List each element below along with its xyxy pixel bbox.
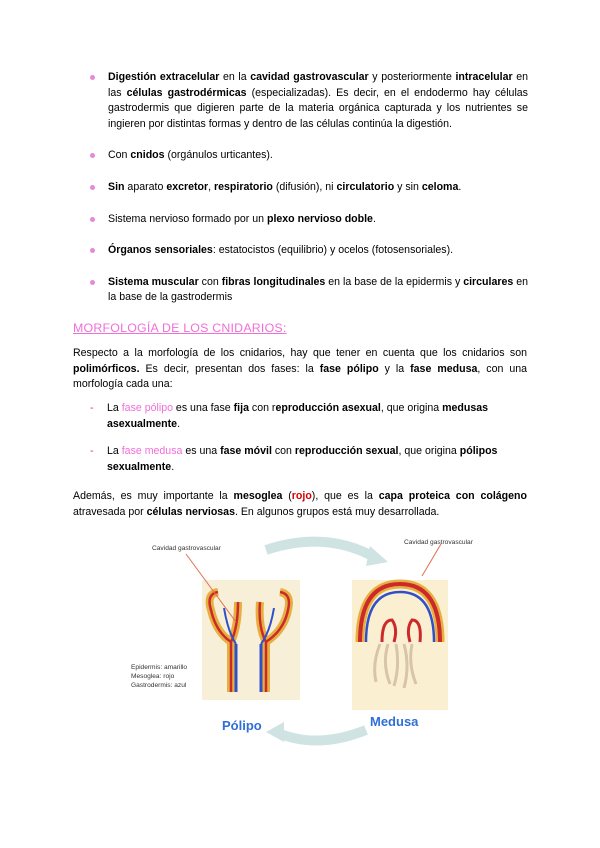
text-run: fase medusa	[410, 362, 478, 375]
polyp-phase-text	[90, 401, 528, 432]
text-run: y sin	[394, 180, 422, 193]
text-run: .	[171, 460, 175, 473]
text-run: Con	[108, 149, 131, 162]
intro-paragraph	[73, 346, 527, 393]
text-run: y la	[378, 362, 411, 375]
text-run: Respecto a la morfología de los cnidarios, hay que tener en cuenta que los cnidarios son	[73, 347, 527, 359]
legend-gastrodermis: Gastrodermis: azul	[131, 682, 187, 689]
text-run: reproducción sexual	[294, 445, 399, 457]
cycle-arrowhead-bottom	[266, 722, 284, 742]
legend-mesoglea: Mesoglea: rojo	[131, 673, 175, 680]
text-run: es una	[182, 445, 221, 457]
text-run: , que origina	[380, 402, 443, 414]
text-run: y posteriormente	[368, 71, 456, 83]
list-item	[88, 70, 528, 132]
text-run: plexo nervioso doble	[266, 212, 373, 225]
text-run: es una fase	[172, 402, 234, 414]
text-run: fase móvil	[220, 445, 272, 457]
text-run: Sin	[108, 180, 125, 193]
text-run: cavidad gastrovascular	[250, 71, 369, 83]
text-run: circulatorio	[336, 180, 395, 193]
legend-epidermis: Epidermis: amarillo	[131, 664, 188, 671]
list-item	[88, 243, 528, 259]
text-run: Órganos sensoriales	[108, 244, 213, 257]
medusa-label: Medusa	[370, 714, 419, 729]
polyp-phase-item	[90, 401, 528, 432]
bullet-icon	[90, 280, 95, 285]
text-run: pólipos sexualmente	[107, 445, 498, 473]
bullet-icon	[90, 153, 95, 158]
mesoglea-paragraph-text	[73, 490, 527, 518]
text-run: .	[372, 212, 376, 225]
text-run: La	[107, 445, 122, 457]
list-item-text	[108, 244, 453, 256]
text-run: en la	[219, 71, 251, 83]
text-run: intracelular	[455, 71, 513, 83]
polyp-label: Pólipo	[222, 718, 262, 733]
medusa-cavity-label: Cavidad gastrovascular	[404, 539, 473, 546]
text-run: medusas asexualmente	[107, 402, 489, 430]
text-run: circulares	[463, 275, 514, 288]
mesoglea-paragraph	[73, 489, 527, 520]
medusa-phase-text	[90, 444, 528, 475]
cnidarian-life-cycle-figure	[126, 532, 486, 752]
list-item	[88, 180, 528, 196]
text-run: atravesada por	[73, 505, 147, 518]
text-run: La	[107, 402, 122, 414]
text-run: Es decir, presentan dos fases: la	[139, 362, 320, 375]
medusa-phase-item	[90, 444, 528, 475]
text-run: ), que es la	[311, 490, 379, 502]
text-run: .	[458, 180, 462, 193]
text-run: fase medusa	[121, 445, 183, 457]
text-run: mesoglea	[233, 490, 283, 502]
text-run: , con una morfología cada una:	[73, 362, 528, 391]
list-item-text	[108, 213, 376, 225]
text-run: fase pólipo	[121, 402, 173, 414]
section-heading: MORFOLOGÍA DE LOS CNIDARIOS:	[73, 321, 287, 335]
cycle-arrow-top	[266, 542, 376, 558]
text-run: Sistema muscular	[108, 275, 199, 288]
intro-paragraph-text	[73, 347, 527, 390]
text-run: capa proteica con colágeno	[378, 490, 527, 502]
polyp-cavity-label: Cavidad gastrovascular	[152, 545, 221, 552]
list-item	[88, 212, 528, 228]
text-run: en la base de la gastrodermis	[108, 275, 529, 304]
text-run: . En algunos grupos está muy desarrollada.	[234, 505, 440, 518]
text-run: Digestión extracelular	[108, 71, 220, 83]
text-run: ,	[208, 180, 215, 193]
bullet-icon	[90, 248, 95, 253]
text-run: (difusión), ni	[272, 180, 337, 193]
text-run: cnidos	[130, 149, 165, 162]
text-run: con	[198, 275, 222, 288]
dash-marker: -	[90, 445, 94, 457]
text-run: rojo	[291, 490, 312, 502]
text-run: eproducción asexual	[275, 402, 381, 414]
text-run: (	[282, 490, 292, 502]
text-run: en la base de la epidermis y	[325, 275, 464, 288]
text-run: excretor	[166, 180, 209, 193]
text-run: células gastrodérmicas	[126, 86, 247, 99]
text-run: (especializadas). Es decir, en el endodermo hay células gastrodermis que digieren parte de la materia orgánica capturada y los nutrientes se ingieren por distintas formas y dentro de las células continúa la digestión.	[108, 86, 528, 130]
text-run: células nerviosas	[146, 505, 235, 518]
text-run: Además, es muy importante la	[73, 490, 234, 502]
text-run: , que origina	[398, 445, 460, 457]
list-item	[88, 275, 528, 306]
text-run: Sistema nervioso formado por un	[108, 212, 267, 225]
list-item	[88, 148, 528, 164]
text-run: (orgánulos urticantes).	[164, 149, 273, 162]
text-run: fibras longitudinales	[221, 275, 326, 288]
bullet-icon	[90, 217, 95, 222]
cycle-arrow-bottom	[276, 730, 366, 741]
text-run: con	[271, 445, 295, 457]
text-run: con r	[248, 402, 276, 414]
list-item-text	[108, 181, 461, 193]
list-item-text	[108, 71, 528, 130]
text-run: fija	[233, 402, 249, 414]
text-run: aparato	[124, 180, 167, 193]
text-run: fase pólipo	[319, 362, 379, 375]
list-item-text	[108, 149, 273, 161]
text-run: en las	[108, 71, 528, 99]
text-run: celoma	[421, 180, 459, 193]
features-list	[88, 70, 528, 306]
list-item-text	[108, 276, 528, 304]
text-run: .	[177, 417, 181, 430]
text-run: polimórficos.	[73, 362, 140, 375]
text-run: respiratorio	[214, 180, 273, 193]
bullet-icon	[90, 75, 95, 80]
medusa-pointer-line	[422, 544, 441, 576]
bullet-icon	[90, 185, 95, 190]
text-run: : estatocistos (equilibrio) y ocelos (fotosensoriales).	[212, 244, 454, 257]
dash-marker: -	[90, 402, 94, 414]
life-cycle-diagram	[126, 532, 486, 752]
